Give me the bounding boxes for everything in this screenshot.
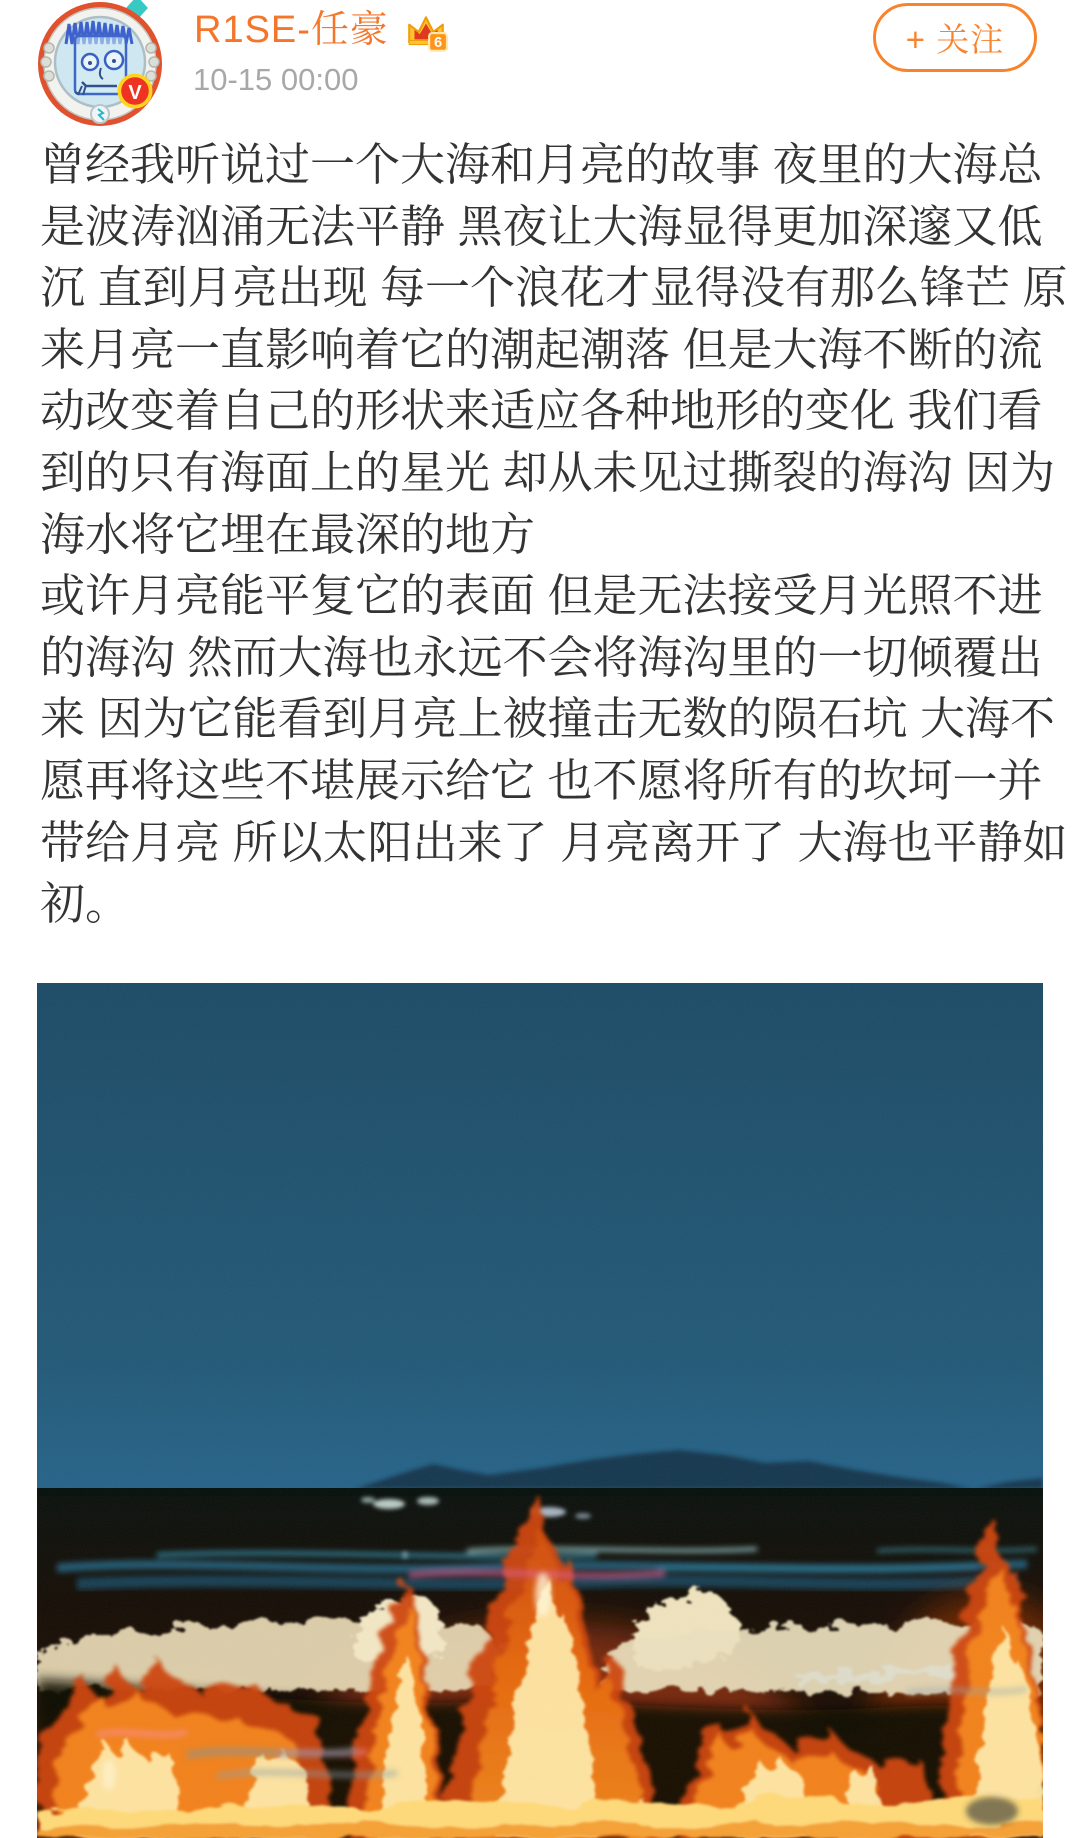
post-line: 愿再将这些不堪展示给它 也不愿将所有的坎坷一并 bbox=[40, 754, 1043, 806]
vip-crown-icon bbox=[404, 10, 448, 54]
post-line: 沉 直到月亮出现 每一个浪花才显得没有那么锋芒 原 bbox=[40, 262, 1068, 314]
avatar[interactable] bbox=[38, 2, 162, 126]
post-line: 来 因为它能看到月亮上被撞击无数的陨石坑 大海不 bbox=[40, 693, 1056, 745]
post-line: 或许月亮能平复它的表面 但是无法接受月光照不进 bbox=[40, 570, 1043, 622]
post-line: 海水将它埋在最深的地方 bbox=[40, 508, 536, 560]
post-line: 到的只有海面上的星光 却从未见过撕裂的海沟 因为 bbox=[40, 446, 1056, 498]
post-line: 曾经我听说过一个大海和月亮的故事 夜里的大海总 bbox=[40, 139, 1043, 190]
post-line: 来月亮一直影响着它的潮起潮落 但是大海不断的流 bbox=[40, 323, 1043, 375]
vip-level: 6 bbox=[433, 35, 443, 52]
follow-button[interactable]: + 关注 bbox=[873, 3, 1037, 72]
post-line: 的海沟 然而大海也永远不会将海沟里的一切倾覆出 bbox=[40, 631, 1043, 683]
post-image[interactable] bbox=[37, 983, 1043, 1838]
verified-badge-icon bbox=[118, 74, 153, 109]
post-line: 是波涛汹涌无法平静 黑夜让大海显得更加深邃又低 bbox=[40, 200, 1043, 252]
verified-letter: V bbox=[128, 82, 142, 104]
post-line: 动改变着自己的形状来适应各种地形的变化 我们看 bbox=[40, 385, 1043, 437]
username[interactable]: R1SE-任豪 bbox=[194, 9, 389, 51]
film-grain bbox=[37, 983, 1043, 1838]
timestamp: 10-15 00:00 bbox=[193, 62, 359, 97]
post-text bbox=[40, 134, 1068, 935]
post-line: 带给月亮 所以太阳出来了 月亮离开了 大海也平静如 bbox=[40, 816, 1068, 868]
post-line: 初。 bbox=[40, 878, 131, 930]
